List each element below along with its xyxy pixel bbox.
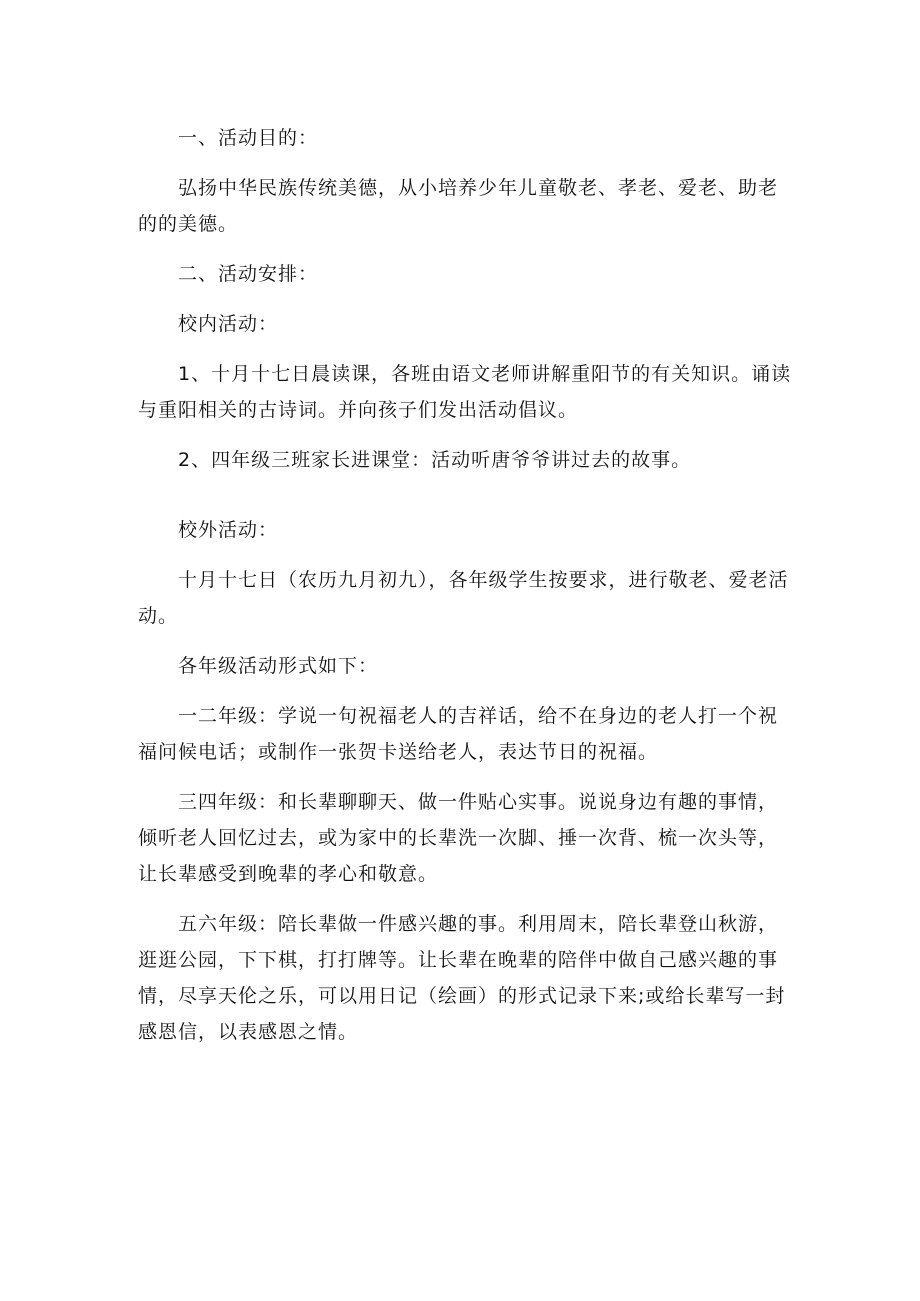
heading-grade-forms: 各年级活动形式如下：: [178, 655, 379, 677]
paragraph-grade-5-6: 五六年级：陪长辈做一件感兴趣的事。利用周末，陪长辈登山秋游，逛逛公园，下下棋，打打牌等。让长辈在晚辈的陪伴中做自己感兴趣的事情，尽享天伦之乐，可以用日记（绘画）的形式记录下来;或给长辈写一封感恩信，以表感恩之情。: [138, 913, 786, 1043]
heading-on-campus: 校内活动：: [178, 313, 279, 335]
paragraph-item-1: 1、十月十七日晨读课，各班由语文老师讲解重阳节的有关知识。诵读与重阳相关的古诗词。并向孩子们发出活动倡议。: [138, 363, 792, 421]
document-body: [138, 120, 793, 1050]
paragraph-purpose: 弘扬中华民族传统美德，从小培养少年儿童敬老、孝老、爱老、助老的的美德。: [138, 177, 779, 235]
paragraph-item-2: 2、四年级三班家长进课堂：活动听唐爷爷讲过去的故事。: [178, 449, 692, 471]
heading-off-campus: 校外活动：: [178, 519, 279, 541]
paragraph-off-campus: 十月十七日（农历九月初九），各年级学生按要求，进行敬老、爱老活动。: [138, 569, 789, 627]
heading-activity-purpose: 一、活动目的：: [178, 127, 319, 149]
paragraph-grade-1-2: 一二年级：学说一句祝福老人的吉祥话，给不在身边的老人打一个祝福问候电话；或制作一张贺卡送给老人，表达节日的祝福。: [138, 705, 779, 763]
paragraph-grade-3-4: 三四年级：和长辈聊聊天、做一件贴心实事。说说身边有趣的事情，倾听老人回忆过去，或为家中的长辈洗一次脚、捶一次背、梳一次头等，让长辈感受到晚辈的孝心和敬意。: [138, 791, 779, 885]
heading-activity-arrangement: 二、活动安排：: [178, 263, 319, 285]
